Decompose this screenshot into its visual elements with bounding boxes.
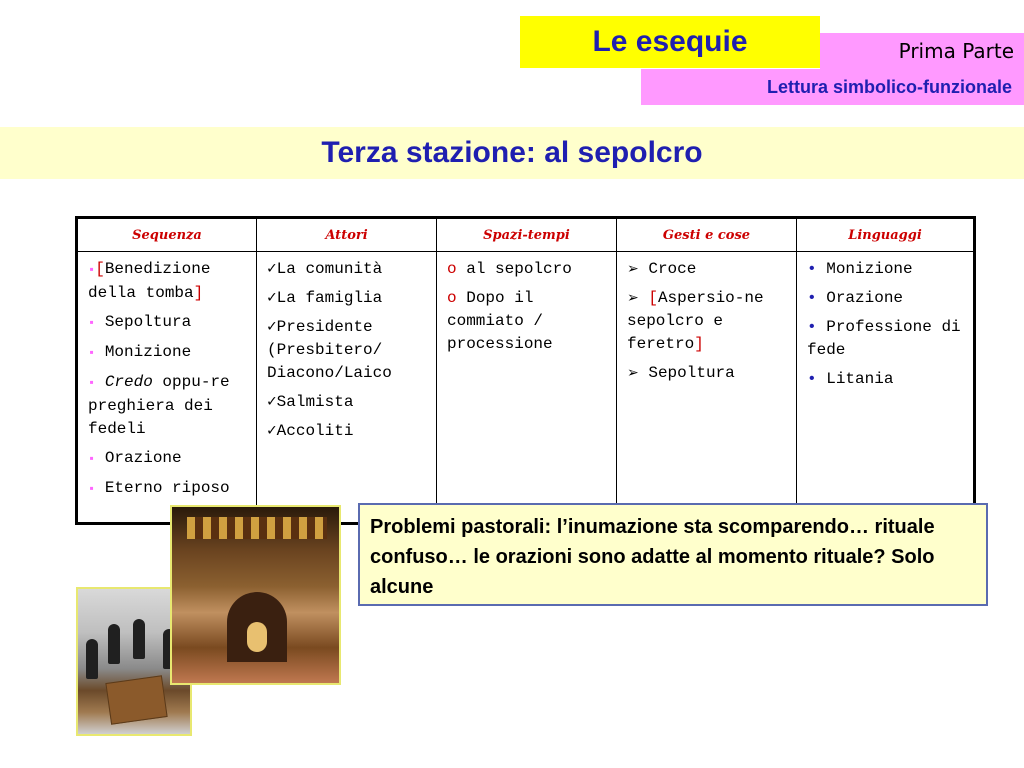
dot-bullet-icon: • <box>807 370 817 388</box>
list-item: o al sepolcro <box>447 260 572 278</box>
slide-title: Le esequie <box>592 25 748 58</box>
section-band <box>0 127 1024 179</box>
lamps-decoration <box>187 517 327 539</box>
header-linguaggi: Linguaggi <box>797 218 975 252</box>
list-item: ✓Presidente (Presbitero/ Diacono/Laico <box>267 318 392 382</box>
cell-spazi-tempi <box>437 252 617 524</box>
person-figure <box>133 619 145 659</box>
list-item: ▪ Sepoltura <box>88 313 192 331</box>
slide-title-box <box>520 16 820 68</box>
square-bullet-icon: ▪ <box>88 452 96 466</box>
list-item: ✓La famiglia <box>267 289 383 307</box>
subtitle: Lettura simbolico-funzionale <box>766 76 1012 97</box>
sepulchre-photo <box>170 505 341 685</box>
arrow-bullet-icon: ➢ <box>627 365 639 381</box>
list-item: ➢ Sepoltura <box>627 364 735 382</box>
check-icon: ✓ <box>267 318 277 336</box>
header-gesti-e-cose: Gesti e cose <box>617 218 797 252</box>
list-item: ▪ Orazione <box>88 449 182 467</box>
person-figure <box>108 624 120 664</box>
square-bullet-icon: ▪ <box>88 316 96 330</box>
square-bullet-icon: ▪ <box>88 376 96 390</box>
check-icon: ✓ <box>267 289 277 307</box>
check-icon: ✓ <box>267 422 277 440</box>
check-icon: ✓ <box>267 260 277 278</box>
arrow-bullet-icon: ➢ <box>627 290 639 306</box>
part-label: Prima Parte <box>898 39 1014 63</box>
circle-bullet-icon: o <box>447 260 457 278</box>
list-item: ▪ Credo oppu-re preghiera dei fedeli <box>88 373 230 438</box>
coffin-shape <box>105 675 167 725</box>
light-glow <box>247 622 267 652</box>
arrow-bullet-icon: ➢ <box>627 261 639 277</box>
dot-bullet-icon: • <box>807 289 817 307</box>
check-icon: ✓ <box>267 393 277 411</box>
person-figure <box>86 639 98 679</box>
square-bullet-icon: ▪ <box>88 263 96 277</box>
cell-gesti-e-cose <box>617 252 797 524</box>
list-item: • Orazione <box>807 289 904 307</box>
list-item: ✓Accoliti <box>267 422 354 440</box>
list-item: • Litania <box>807 370 894 388</box>
dot-bullet-icon: • <box>807 318 817 336</box>
header-sequenza: Sequenza <box>77 218 257 252</box>
cell-linguaggi <box>797 252 975 524</box>
list-item: ▪ Monizione <box>88 343 192 361</box>
cell-sequenza <box>77 252 257 524</box>
square-bullet-icon: ▪ <box>88 346 96 360</box>
list-item: • Professione di fede <box>807 318 961 359</box>
subtitle-box <box>641 69 1024 105</box>
part-label-box <box>820 33 1024 69</box>
list-item: ➢ Croce <box>627 260 697 278</box>
list-item: ➢ [Aspersio-ne sepolcro e feretro] <box>627 289 764 353</box>
cell-attori <box>257 252 437 524</box>
list-item: ▪ Eterno riposo <box>88 479 230 497</box>
table-header-row <box>77 218 975 252</box>
section-title: Terza stazione: al sepolcro <box>321 136 703 169</box>
list-item: ✓La comunità <box>267 260 383 278</box>
dot-bullet-icon: • <box>807 260 817 278</box>
ritual-table <box>75 216 976 525</box>
list-item: • Monizione <box>807 260 913 278</box>
pastoral-problems-box <box>358 503 988 606</box>
table-row <box>77 252 975 524</box>
pastoral-problems-text: Problemi pastorali: l’inumazione sta scomparendo… rituale confuso… le orazioni sono adatte al momento rituale? Solo alcune <box>370 516 935 598</box>
circle-bullet-icon: o <box>447 289 457 307</box>
header-spazi-tempi: Spazi-tempi <box>437 218 617 252</box>
header-attori: Attori <box>257 218 437 252</box>
square-bullet-icon: ▪ <box>88 482 96 496</box>
list-item: o Dopo il commiato / processione <box>447 289 553 353</box>
list-item: ✓Salmista <box>267 393 354 411</box>
list-item: ▪[Benedizione della tomba] <box>88 260 211 302</box>
